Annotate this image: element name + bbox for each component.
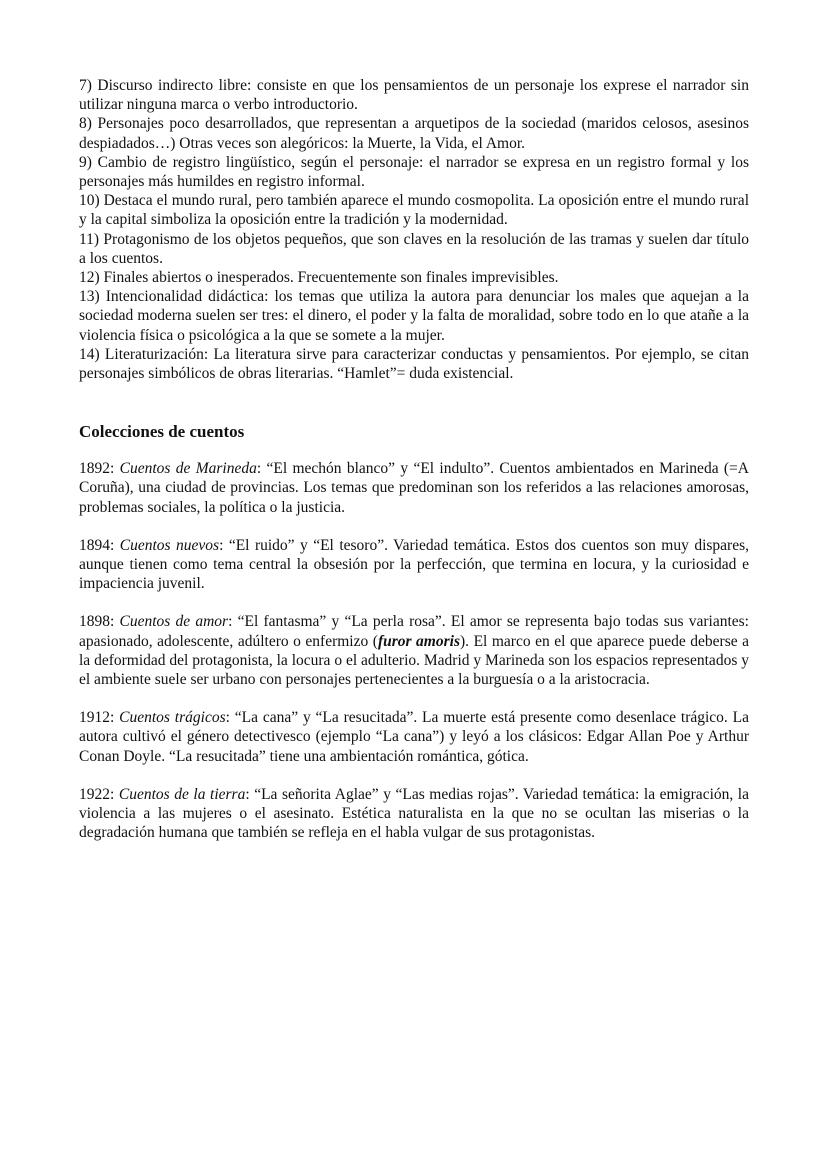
collection-text: : “El fantasma” y “La perla rosa”. El amor se representa bajo todas sus variantes: apasionado, adolescente, adúltero o enfermizo ( xyxy=(79,613,749,650)
collection-paragraph xyxy=(79,612,749,689)
collection-paragraph xyxy=(79,708,749,766)
document-page xyxy=(79,76,749,862)
collection-text: : “La cana” y “La resucitada”. La muerte está presente como desenlace trágico. La autora cultivó el género detectivesco (ejemplo “La cana”) y leyó a los clásicos: Edgar Allan Poe y Arthur Conan Doyle. “La resucitada” tiene una ambientación romántica, gótica. xyxy=(79,709,749,765)
collection-title: Cuentos de Marineda xyxy=(119,460,257,478)
collection-text: : “El ruido” y “El tesoro”. Variedad temática. Estos dos cuentos son muy dispares, aunque tienen como tema central la obsesión por la perfección, que termina en locura, y la curiosidad e impaciencia juvenil. xyxy=(79,536,749,593)
list-item: 14) Literaturización: La literatura sirve para caracterizar conductas y pensamientos. Por ejemplo, se citan personajes simbólicos de obras literarias. “Hamlet”= duda existencial. xyxy=(79,345,749,383)
list-item: 13) Intencionalidad didáctica: los temas que utiliza la autora para denunciar los males que aquejan a la sociedad moderna suelen ser tres: el dinero, el poder y la falta de moralidad, sobre todo en lo que atañe a la violencia física o psicológica a la que se somete a la mujer. xyxy=(79,288,749,344)
list-item: 12) Finales abiertos o inesperados. Frecuentemente son finales imprevisibles. xyxy=(79,269,559,287)
collections-list xyxy=(79,459,749,842)
collection-text: : “El mechón blanco” y “El indulto”. Cuentos ambientados en Marineda (=A Coruña), una ciudad de provincias. Los temas que predominan son los referidos a las relaciones amorosas, problemas sociales, la política o la justicia. xyxy=(79,460,749,516)
list-item: 8) Personajes poco desarrollados, que representan a arquetipos de la sociedad (maridos celosos, asesinos despiadados…) Otras veces son alegóricos: la Muerte, la Vida, el Amor. xyxy=(79,115,749,152)
collection-title: Cuentos de amor xyxy=(119,613,229,631)
collection-paragraph xyxy=(79,785,749,843)
list-item: 7) Discurso indirecto libre: consiste en que los pensamientos de un personaje los exprese el narrador sin utilizar ninguna marca o verbo introductorio. xyxy=(79,77,749,114)
collection-text: ). El marco en el que aparece puede deberse a la deformidad del protagonista, la locura o el adulterio. Madrid y Marineda son los espacios representados y el ambiente suele ser urbano con personajes pertenecientes a la burguesía o a la aristocracia. xyxy=(79,632,750,689)
list-item: 11) Protagonismo de los objetos pequeños, que son claves en la resolución de las tramas y suelen dar título a los cuentos. xyxy=(79,230,749,267)
section-title: Colecciones de cuentos xyxy=(79,422,245,442)
collection-year: 1894: xyxy=(79,536,120,554)
collection-year: 1892: xyxy=(79,460,120,478)
list-item: 9) Cambio de registro lingüístico, según el personaje: el narrador se expresa en un registro formal y los personajes más humildes en registro informal. xyxy=(79,153,749,191)
collection-text: : “La señorita Aglae” y “Las medias rojas”. Variedad temática: la emigración, la violencia a las mujeres o el asesinato. Estética naturalista en la que no se ocultan las miserias o la degradación humana que también se refleja en el habla vulgar de sus protagonistas. xyxy=(79,785,749,842)
collection-title: Cuentos nuevos xyxy=(119,536,220,554)
collection-year: 1922: xyxy=(79,785,119,803)
collection-year: 1912: xyxy=(79,709,120,727)
latin-term: furor amoris xyxy=(377,632,460,650)
collection-title: Cuentos trágicos xyxy=(119,709,226,727)
collection-year: 1898: xyxy=(79,613,120,631)
collection-paragraph xyxy=(79,536,749,594)
collection-title: Cuentos de la tierra xyxy=(118,785,246,803)
features-list xyxy=(79,76,749,383)
collection-paragraph xyxy=(79,459,749,517)
list-item: 10) Destaca el mundo rural, pero también aparece el mundo cosmopolita. La oposición entre el mundo rural y la capital simboliza la oposición entre la tradición y la modernidad. xyxy=(79,192,749,229)
